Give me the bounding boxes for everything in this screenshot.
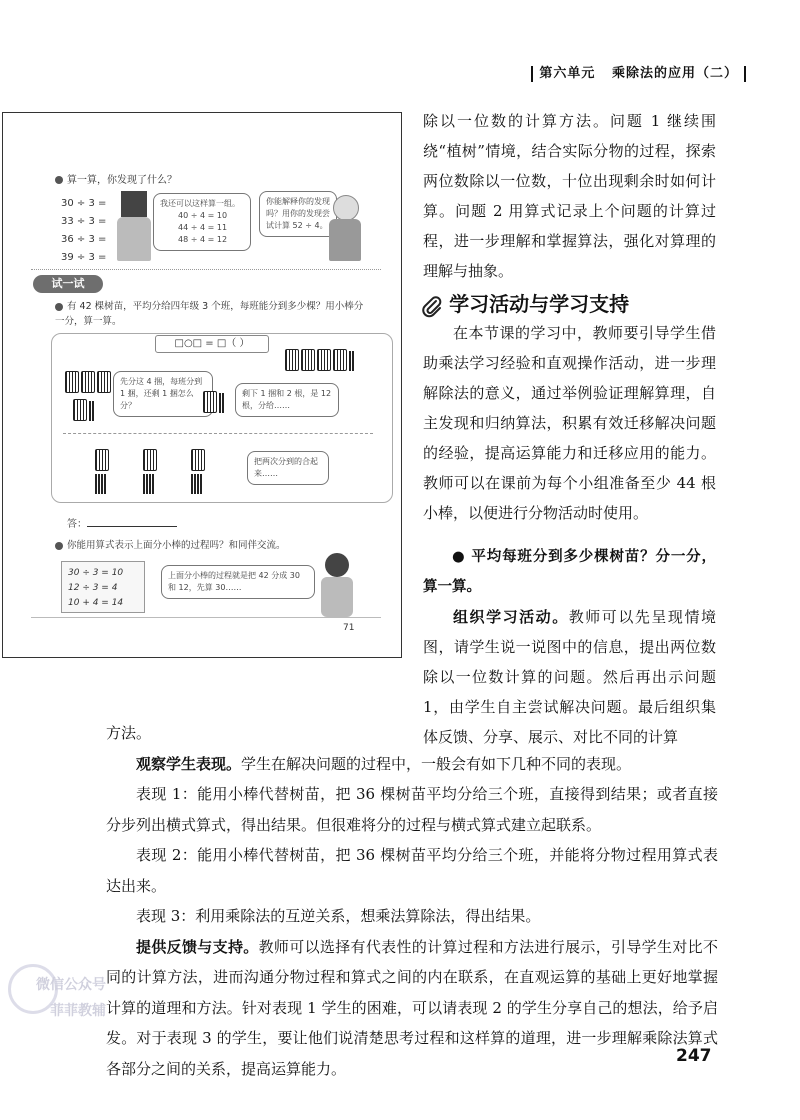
- answer-line: 答：: [67, 515, 177, 530]
- section-heading: [420, 288, 629, 319]
- girl-body: [117, 217, 151, 261]
- try-label: 试一试: [33, 275, 103, 293]
- step-bubble-b: 剩下 1 捆和 2 根，是 12 根，分给……: [235, 383, 339, 417]
- textbook-page-image: [2, 112, 402, 658]
- girl-body-2: [321, 577, 353, 617]
- watermark-line-2: 菲菲教辅: [50, 1003, 106, 1019]
- grandpa-speech-bubble: 你能解释你的发现吗？用你的发现尝试计算 52 ÷ 4。: [259, 191, 337, 237]
- watermark: [2, 964, 112, 1024]
- bullet-question: ● 平均每班分到多少棵树苗？分一分，算一算。: [423, 549, 716, 595]
- watermark-line-1: 微信公众号: [36, 977, 106, 993]
- organize-paragraph: 组织学习活动。教师可以先呈现情境图，请学生说一说图中的信息，提出两位数除以一位数计算的问题。然后再出示问题 1，由学生自主尝试解决问题。最后组织集体反馈、分享、展示、对比不同的计算: [423, 608, 716, 746]
- share-group-1: [95, 449, 111, 497]
- tb-divider: [31, 269, 381, 270]
- stick-pile: [285, 349, 355, 374]
- bundle-group-1: [65, 371, 113, 396]
- grandpa-figure: [333, 195, 359, 221]
- girl-figure-2: [325, 553, 349, 577]
- body-full-width: [106, 718, 718, 1084]
- intro-paragraph: 除以一位数的计算方法。问题 1 继续围绕“植树”情境，结合实际分物的过程，探索两位数除以一位数，十位出现剩余时如何计算。问题 2 用算式记录上个问题的计算过程，进一步理解和掌握算法，强化对算理的理解与抽象。: [423, 112, 716, 280]
- tb-question-2: 有 42 棵树苗，平均分给四年级 3 个班，每班能分到多少棵？用小棒分一分，算一算。: [55, 301, 364, 327]
- observe-paragraph: 观察学生表现。学生在解决问题的过程中，一般会有如下几种不同的表现。: [136, 754, 632, 773]
- running-header: [525, 62, 752, 82]
- handwritten-work: 30 ÷ 3 = 10 12 ÷ 3 = 4 10 + 4 = 14: [61, 561, 145, 613]
- performance-1: 表现 1：能用小棒代替树苗，把 36 棵树苗平均分给三个班，直接得到结果；或者直接分步列出横式算式，得出结果。但很难将分的过程与横式算式建立起联系。: [106, 785, 718, 834]
- performance-2: 表现 2：能用小棒代替树苗，把 36 棵树苗平均分给三个班，并能将分物过程用算式表达出来。: [106, 846, 718, 895]
- formula-template: □○□ = □（ ）: [155, 335, 269, 353]
- share-group-3: [191, 449, 207, 497]
- header-title: 乘除法的应用（二）: [611, 66, 738, 81]
- tb-footer-line: [31, 617, 381, 618]
- bundle-group-3: [203, 391, 225, 416]
- page-number: 247: [676, 1046, 712, 1066]
- header-bar-left: [531, 66, 533, 82]
- tb-page-number: 71: [343, 623, 355, 633]
- header-unit: 第六单元: [539, 66, 596, 81]
- organize-tail: 方法。: [106, 724, 152, 742]
- step-bubble-a: 先分这 4 捆，每班分到 1 捆，还剩 1 捆怎么分？: [113, 371, 213, 417]
- panel-divider: [63, 433, 373, 434]
- share-group-2: [143, 449, 159, 497]
- bundle-group-2: [73, 399, 95, 424]
- girl-figure: [121, 191, 147, 217]
- step-bubble-c: 把两次分到的合起来……: [247, 451, 329, 485]
- tb-question-1: 算一算，你发现了什么？: [55, 171, 177, 186]
- girl-speech-bubble: 我还可以这样算一组。 40 ÷ 4 = 10 44 ÷ 4 = 11 48 ÷ 4 = 12: [153, 193, 251, 251]
- section-paragraph: 在本节课的学习中，教师要引导学生借助乘法学习经验和直观操作活动，进一步理解除法的意义，通过举例验证理解算理，自主发现和归纳算法，积累有效迁移解决问题的经验，提高运算能力和迁移应用的能力。教师可以在课前为每个小组准备至少 44 根小棒，以便进行分物活动时使用。: [423, 324, 716, 522]
- tb-question-3: 你能用算式表示上面分小棒的过程吗？和同伴交流。: [55, 537, 286, 551]
- header-bar-right: [744, 66, 746, 82]
- performance-3: 表现 3：利用乘除法的互逆关系，想乘法算除法，得出结果。: [136, 907, 541, 925]
- feedback-paragraph: 提供反馈与支持。教师可以选择有代表性的计算过程和方法进行展示，引导学生对比不同的计算方法，进而沟通分物过程和算式之间的内在联系，在直观运算的基础上更好地掌握计算的道理和方法。针对表现 1 学生的困难，可以请表现 2 的学生分享自己的想法，给予启发。对于表现 3 的学生，要让他们说清楚思考过程和这样算的道理，进一步理解乘除法算式各部分之间的关系，提高运算能力。: [106, 937, 718, 1078]
- section-title: 学习活动与学习支持: [449, 292, 630, 316]
- explain-bubble: 上面分小棒的过程就是把 42 分成 30 和 12，先算 30……: [161, 565, 315, 599]
- tb-equations: 30 ÷ 3 = 33 ÷ 3 = 36 ÷ 3 = 39 ÷ 3 =: [61, 198, 107, 263]
- grandpa-body: [329, 219, 361, 261]
- paperclip-icon: [420, 295, 444, 319]
